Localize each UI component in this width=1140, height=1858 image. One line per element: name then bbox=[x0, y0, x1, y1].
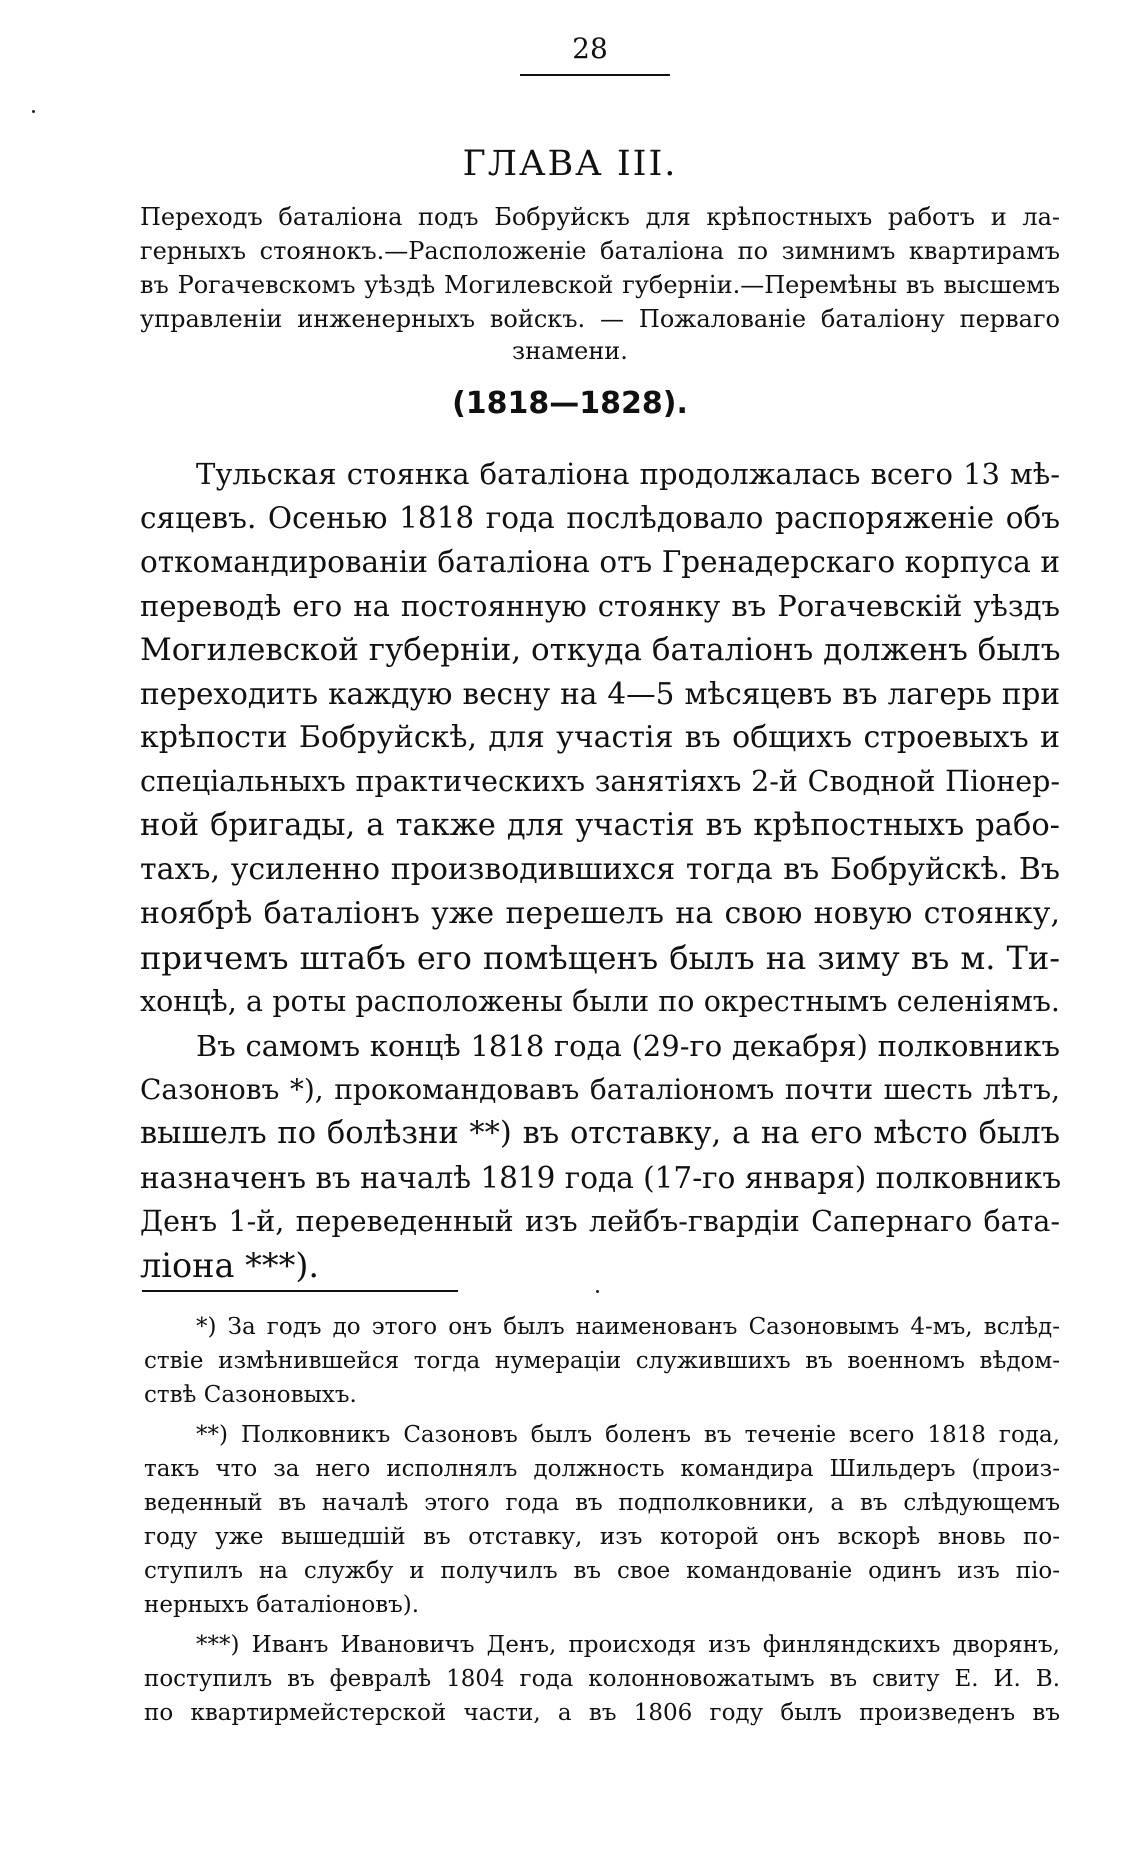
body-line: сяцевъ. Осенью 1818 года послѣдовало распоряженіе объ bbox=[140, 501, 1060, 535]
body-line: тахъ, усиленно производившихся тогда въ Бобруйскѣ. Въ bbox=[140, 852, 1060, 887]
summary-line: управленіи инженерныхъ войскъ. — Пожалованіе баталіону перваго bbox=[140, 305, 1060, 333]
chapter-summary bbox=[140, 200, 1060, 336]
body-line: хонцѣ, а роты расположены были по окрестнымъ селеніямъ. bbox=[140, 985, 1060, 1018]
footnote-line: по квартирмейстерской части, а въ 1806 году былъ произведенъ въ bbox=[144, 1700, 1060, 1726]
body-line: крѣпости Бобруйскѣ, для участія въ общихъ строевыхъ и bbox=[140, 720, 1060, 755]
footnote-line: нерныхъ баталіоновъ). bbox=[144, 1592, 420, 1618]
body-line: ной бригады, а также для участія въ крѣпостныхъ рабо- bbox=[140, 808, 1060, 843]
page-number: 28 bbox=[572, 32, 608, 65]
body-line: ноябрѣ баталіонъ уже перешелъ на свою новую стоянку, bbox=[140, 896, 1060, 931]
chapter-years: (1818—1828). bbox=[452, 386, 688, 421]
body-line: причемъ штабъ его помѣщенъ былъ на зиму въ м. Ти- bbox=[140, 939, 1060, 977]
summary-line-last: знамени. bbox=[512, 337, 628, 365]
body-line: Денъ 1-й, переведенный изъ лейбъ-гвардіи Сапернаго бата- bbox=[140, 1205, 1060, 1238]
footnote-line: *) За годъ до этого онъ былъ наименованъ Сазоновымъ 4-мъ, вслѣд- bbox=[196, 1314, 1060, 1340]
body-line: ліона ***). bbox=[140, 1246, 320, 1285]
chapter-title: ГЛАВА III. bbox=[462, 144, 678, 184]
summary-line: герныхъ стоянокъ.—Расположеніе баталіона по зимнимъ квартирамъ bbox=[140, 237, 1060, 265]
ink-speck bbox=[32, 110, 35, 113]
footnote-line: году уже вышедшій въ отставку, изъ которой онъ вскорѣ вновь по- bbox=[144, 1524, 1060, 1550]
summary-line: Переходъ баталіона подъ Бобруйскъ для крѣпостныхъ работъ и ла- bbox=[140, 203, 1060, 231]
body-line: назначенъ въ началѣ 1819 года (17-го января) полковникъ bbox=[140, 1161, 1062, 1195]
body-line: Тульская стоянка баталіона продолжалась всего 13 мѣ- bbox=[196, 457, 1060, 491]
body-line: вышелъ по болѣзни **) въ отставку, а на его мѣсто былъ bbox=[140, 1116, 1060, 1151]
body-line: Сазоновъ *), прокомандовавъ баталіономъ почти шесть лѣтъ, bbox=[140, 1073, 1060, 1106]
body-line: откомандированіи баталіона отъ Гренадерскаго корпуса и bbox=[140, 545, 1060, 579]
footnote-line: ствѣ Сазоновыхъ. bbox=[144, 1382, 357, 1408]
body-line: переводѣ его на постоянную стоянку въ Рогачевскій уѣздъ bbox=[140, 589, 1060, 623]
footnote-line: веденный въ началѣ этого года въ подполковники, а въ слѣдующемъ bbox=[144, 1490, 1060, 1516]
summary-line: въ Рогачевскомъ уѣздѣ Могилевской губерніи.—Перемѣны въ высшемъ bbox=[140, 271, 1060, 299]
footnote-line: такъ что за него исполнялъ должность командира Шильдеръ (произ- bbox=[144, 1456, 1060, 1482]
footnote-line: ступилъ на службу и получилъ въ свое командованіе одинъ изъ піо- bbox=[144, 1558, 1060, 1584]
body-line: Могилевской губерніи, откуда баталіонъ долженъ былъ bbox=[140, 632, 1061, 668]
footnote-line: ***) Иванъ Ивановичъ Денъ, происходя изъ финляндскихъ дворянъ, bbox=[196, 1632, 1060, 1658]
footnote-line: ствіе измѣнившейся тогда нумераціи служившихъ въ военномъ вѣдом- bbox=[144, 1348, 1060, 1374]
ink-speck bbox=[596, 1290, 599, 1293]
footnote-rule bbox=[142, 1290, 458, 1292]
body-line: спеціальныхъ практическихъ занятіяхъ 2-й Сводной Піонер- bbox=[140, 765, 1060, 798]
footnote-line: **) Полковникъ Сазоновъ былъ боленъ въ теченіе всего 1818 года, bbox=[196, 1422, 1060, 1448]
body-line: переходить каждую весну на 4—5 мѣсяцевъ въ лагерь при bbox=[140, 677, 1060, 711]
footnote-line: поступилъ въ февралѣ 1804 года колонновожатымъ въ свиту Е. И. В. bbox=[144, 1666, 1060, 1692]
body-line: Въ самомъ концѣ 1818 года (29-го декабря) полковникъ bbox=[196, 1029, 1060, 1063]
page-number-rule bbox=[520, 74, 670, 76]
